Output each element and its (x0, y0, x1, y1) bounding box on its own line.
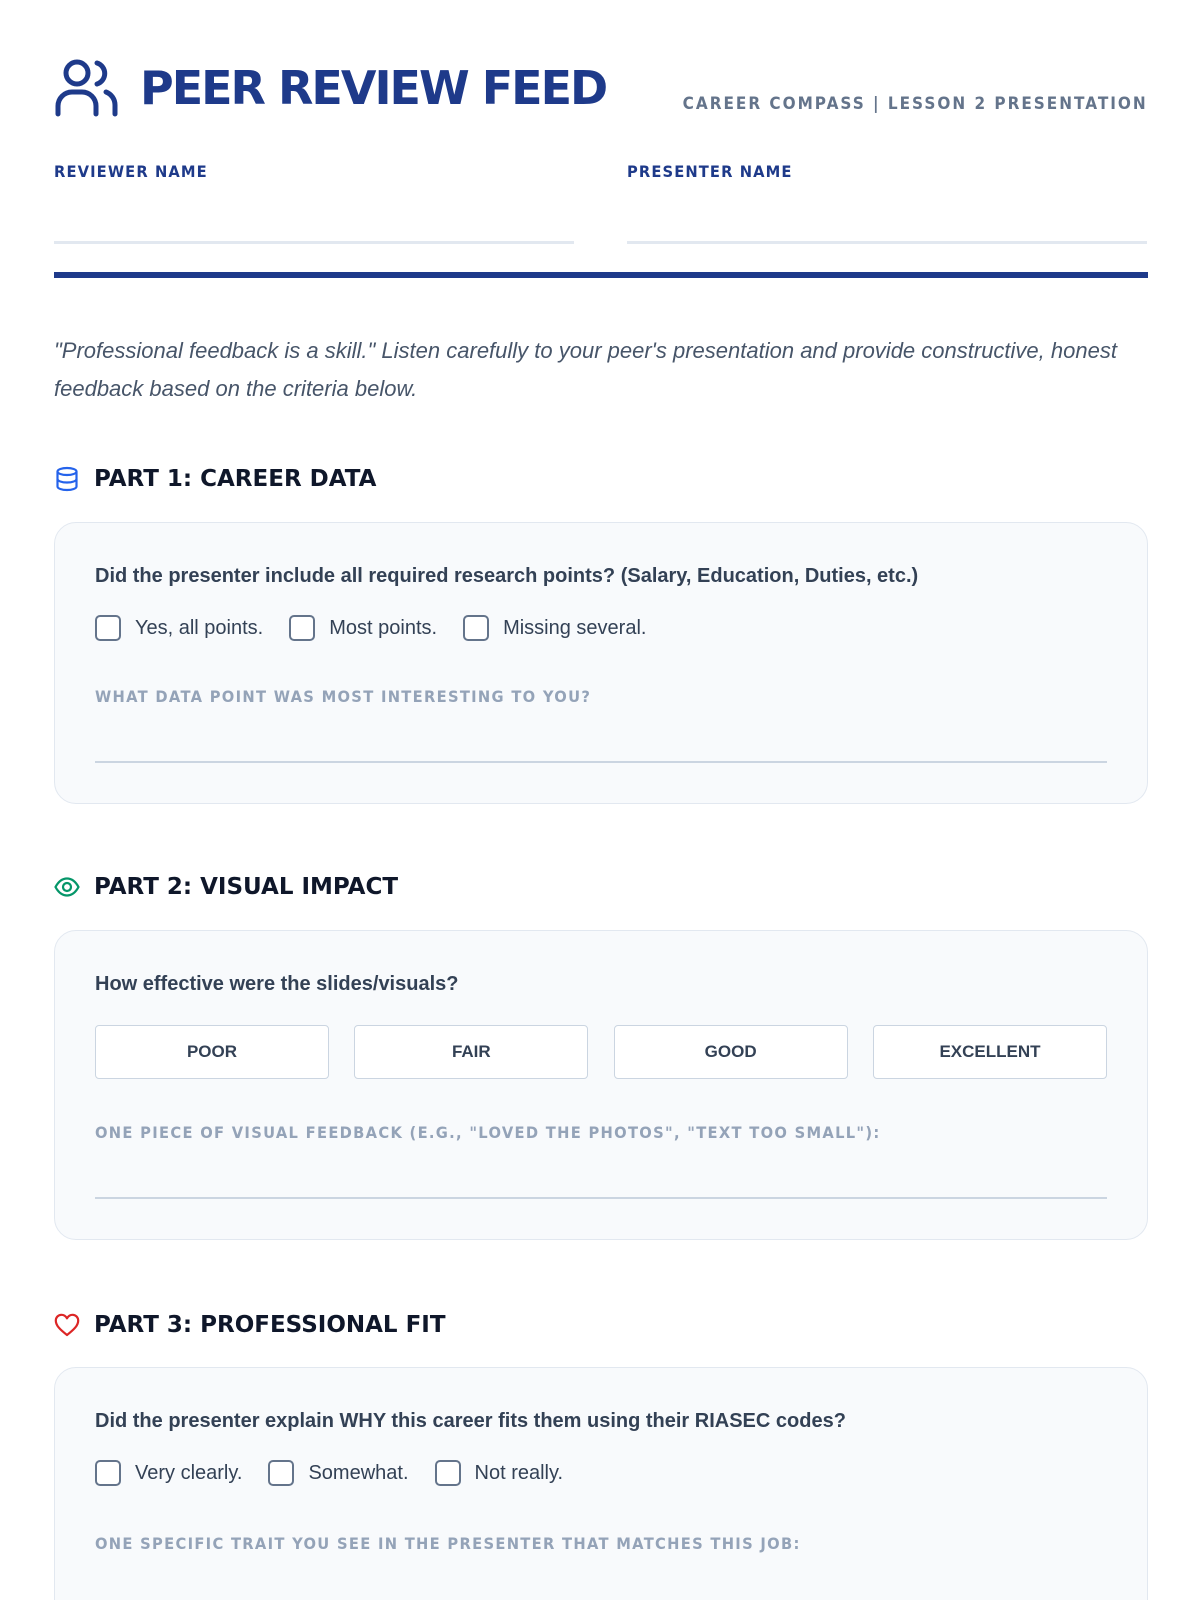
worksheet (54, 0, 1148, 1600)
presenter-name-input[interactable] (627, 241, 1147, 244)
heart-icon (54, 1312, 80, 1338)
part1-heading (54, 464, 654, 496)
part3-prompt: ONE SPECIFIC TRAIT YOU SEE IN THE PRESENTER THAT MATCHES THIS JOB: (95, 1534, 801, 1553)
rating-poor-button[interactable]: POOR (95, 1025, 329, 1079)
part3-option-very-clearly[interactable] (95, 1460, 242, 1486)
reviewer-name-input[interactable] (54, 241, 574, 244)
checkbox[interactable] (95, 615, 121, 641)
part2-question: How effective were the slides/visuals? (95, 973, 459, 995)
part2-prompt: ONE PIECE OF VISUAL FEEDBACK (E.G., "LOVED THE PHOTOS", "TEXT TOO SMALL"): (95, 1123, 881, 1142)
presenter-name-label: PRESENTER NAME (627, 162, 793, 181)
part2-heading (54, 872, 654, 904)
checkbox[interactable] (268, 1460, 294, 1486)
part1-question: Did the presenter include all required research points? (Salary, Education, Duties, etc.) (95, 565, 919, 587)
option-label: Very clearly. (135, 1461, 243, 1484)
part3-question: Did the presenter explain WHY this career fits them using their RIASEC codes? (95, 1410, 846, 1432)
header (54, 56, 1148, 120)
intro-text: "Professional feedback is a skill." Listen carefully to your peer's presentation and provide constructive, honest feedback based on the criteria below. (54, 338, 1117, 401)
part1-prompt: WHAT DATA POINT WAS MOST INTERESTING TO YOU? (95, 687, 592, 706)
checkbox[interactable] (289, 615, 315, 641)
part3-card (54, 1367, 1148, 1600)
part1-option-most[interactable] (289, 615, 437, 641)
rating-fair-button[interactable]: FAIR (354, 1025, 588, 1079)
checkbox[interactable] (435, 1460, 461, 1486)
part1-option-missing[interactable] (463, 615, 646, 641)
part3-title: PART 3: PROFESSIONAL FIT (94, 1312, 446, 1338)
option-label: Yes, all points. (135, 616, 264, 639)
part3-option-somewhat[interactable] (268, 1460, 408, 1486)
part3-heading (54, 1310, 654, 1342)
part1-options (95, 615, 672, 641)
part2-answer-input[interactable] (95, 1197, 1107, 1199)
eye-icon (54, 874, 80, 900)
page-title: PEER REVIEW FEED (140, 61, 607, 115)
page-subtitle: CAREER COMPASS | LESSON 2 PRESENTATION (682, 94, 1148, 114)
reviewer-name-label: REVIEWER NAME (54, 162, 208, 181)
rating-good-button[interactable]: GOOD (614, 1025, 848, 1079)
option-label: Not really. (474, 1461, 564, 1484)
users-icon (54, 58, 118, 118)
presenter-name-field (627, 162, 1147, 244)
option-label: Somewhat. (308, 1461, 409, 1484)
part3-options (95, 1460, 589, 1486)
database-icon (54, 466, 80, 492)
option-label: Most points. (329, 616, 438, 639)
part1-option-all[interactable] (95, 615, 263, 641)
part1-answer-input[interactable] (95, 761, 1107, 763)
checkbox[interactable] (463, 615, 489, 641)
reviewer-name-field (54, 162, 574, 244)
part2-rating-group (95, 1025, 1107, 1079)
header-divider (54, 272, 1148, 278)
part2-title: PART 2: VISUAL IMPACT (94, 874, 399, 900)
rating-excellent-button[interactable]: EXCELLENT (873, 1025, 1107, 1079)
checkbox[interactable] (95, 1460, 121, 1486)
part3-option-not-really[interactable] (435, 1460, 564, 1486)
option-label: Missing several. (503, 616, 647, 639)
part1-title: PART 1: CAREER DATA (94, 466, 377, 492)
part2-card (54, 930, 1148, 1240)
part1-card (54, 522, 1148, 804)
